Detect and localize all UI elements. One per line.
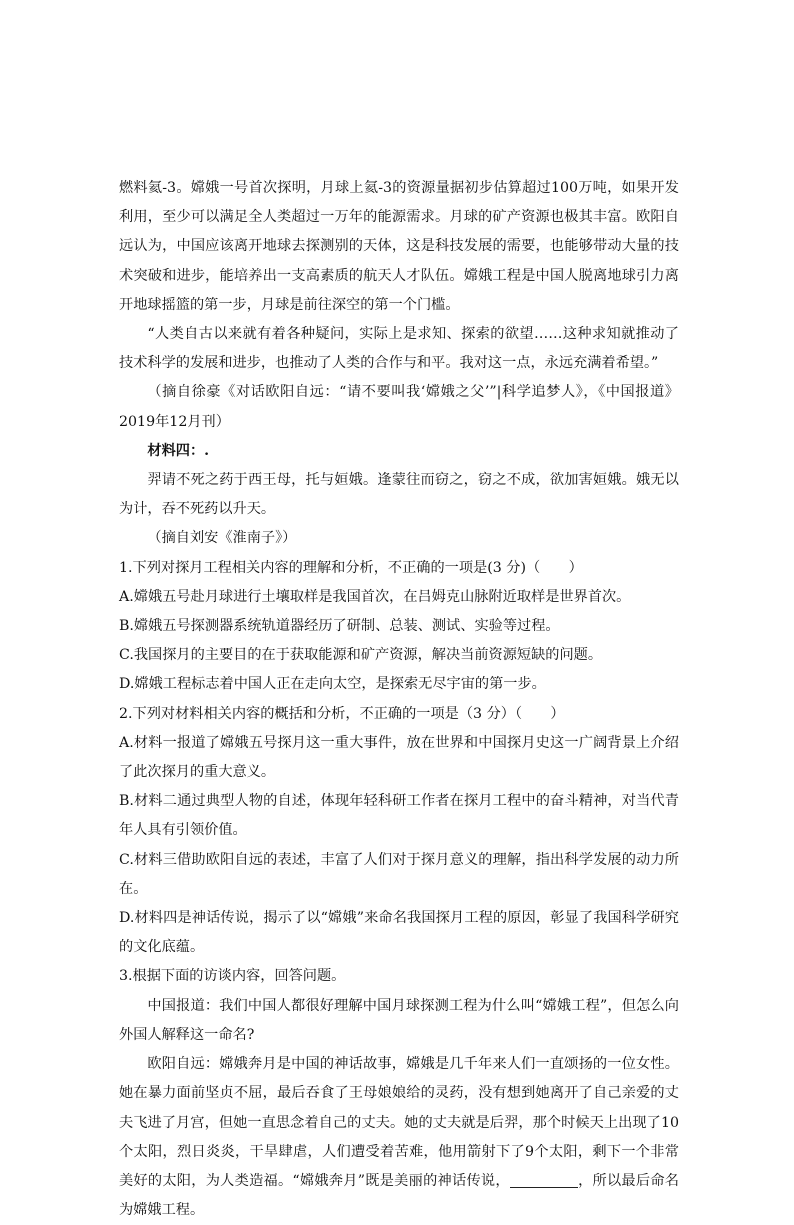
question-1-option-c: C.我国探月的主要目的在于获取能源和矿产资源，解决当前资源短缺的问题。 [119, 647, 603, 664]
material3-source: （摘自徐豪《对话欧阳自远：“请不要叫我‘嫦娥之父’”|科学追梦人》，《中国报道》2019年12月刊） [119, 384, 679, 430]
material4-text: 羿请不死之药于西王母，托与姮娥。逢蒙往而窃之，窃之不成，欲加害姮娥。娥无以为计，吞不死药以升天。 [119, 472, 679, 518]
question-2-option-b: B.材料二通过典型人物的自述，体现年轻科研工作者在探月工程中的奋斗精神，对当代青年人具有引领价值。 [119, 793, 679, 839]
interview-answer [119, 1050, 679, 1225]
material4-heading: 材料四：. [147, 442, 210, 459]
question-1-stem: 1.下列对探月工程相关内容的理解和分析，不正确的一项是(3 分)（ ） [119, 559, 583, 576]
material3-paragraph: 燃料氦-3。嫦娥一号首次探明，月球上氦-3的资源量据初步估算超过100万吨，如果开发利用，至少可以满足全人类超过一万年的能源需求。月球的矿产资源也极其丰富。欧阳自远认为，中国应该离开地球去探测别的天体，这是科技发展的需要，也能够带动大量的技术突破和进步，能培养出一支高素质的航天人才队伍。嫦娥工程是中国人脱离地球引力离开地球摇篮的第一步，月球是前往深空的第一个门槛。 [119, 180, 679, 313]
material3-quote: “人类自古以来就有着各种疑问，实际上是求知、探索的欲望……这种求知就推动了技术科学的发展和进步，也推动了人类的合作与和平。我对这一点，永远充满着希望。” [119, 326, 679, 372]
question-2-stem: 2.下列对材料相关内容的概括和分析，不正确的一项是（3 分）（ ） [119, 705, 565, 722]
question-2-option-a: A.材料一报道了嫦娥五号探月这一重大事件，放在世界和中国探月史这一广阔背景上介绍了此次探月的重大意义。 [119, 734, 679, 781]
answer-text-before: 欧阳自远：嫦娥奔月是中国的神话故事，嫦娥是几千年来人们一直颂扬的一位女性。她在暴力面前坚贞不屈，最后吞食了王母娘娘给的灵药，没有想到她离开了自己亲爱的丈夫飞进了月宫，但她一直思念着自己的丈夫。她的丈夫就是后羿，那个时候天上出现了10个太阳，烈日炎炎，干旱肆虐，人们遭受着苦难，他用箭射下了9个太阳，剩下一个非常美好的太阳，为人类造福。“嫦娥奔月”既是美丽的神话传说， [119, 1056, 679, 1189]
question-1-option-a: A.嫦娥五号赴月球进行土壤取样是我国首次，在吕姆克山脉附近取样是世界首次。 [119, 588, 631, 605]
question-2-option-d: D.材料四是神话传说，揭示了以“嫦娥”来命名我国探月工程的原因，彰显了我国科学研究的文化底蕴。 [119, 910, 679, 956]
interview-question: 中国报道：我们中国人都很好理解中国月球探测工程为什么叫“嫦娥工程”，但怎么向外国人解释这一命名? [119, 997, 679, 1043]
question-3-stem: 3.根据下面的访谈内容，回答问题。 [119, 968, 346, 985]
answer-blank[interactable] [510, 1173, 578, 1188]
question-1-option-b: B.嫦娥五号探测器系统轨道器经历了研制、总装、测试、实验等过程。 [119, 618, 560, 635]
document-page [119, 174, 679, 1225]
question-2-option-c: C.材料三借助欧阳自远的表述，丰富了人们对于探月意义的理解，指出科学发展的动力所在。 [119, 851, 679, 897]
answer-text-after: ，所以最后命名为嫦娥工程。 [119, 1172, 679, 1219]
question-1-option-d: D.嫦娥工程标志着中国人正在走向太空，是探索无尽宇宙的第一步。 [119, 676, 546, 693]
material4-source: （摘自刘安《淮南子》） [147, 530, 297, 547]
